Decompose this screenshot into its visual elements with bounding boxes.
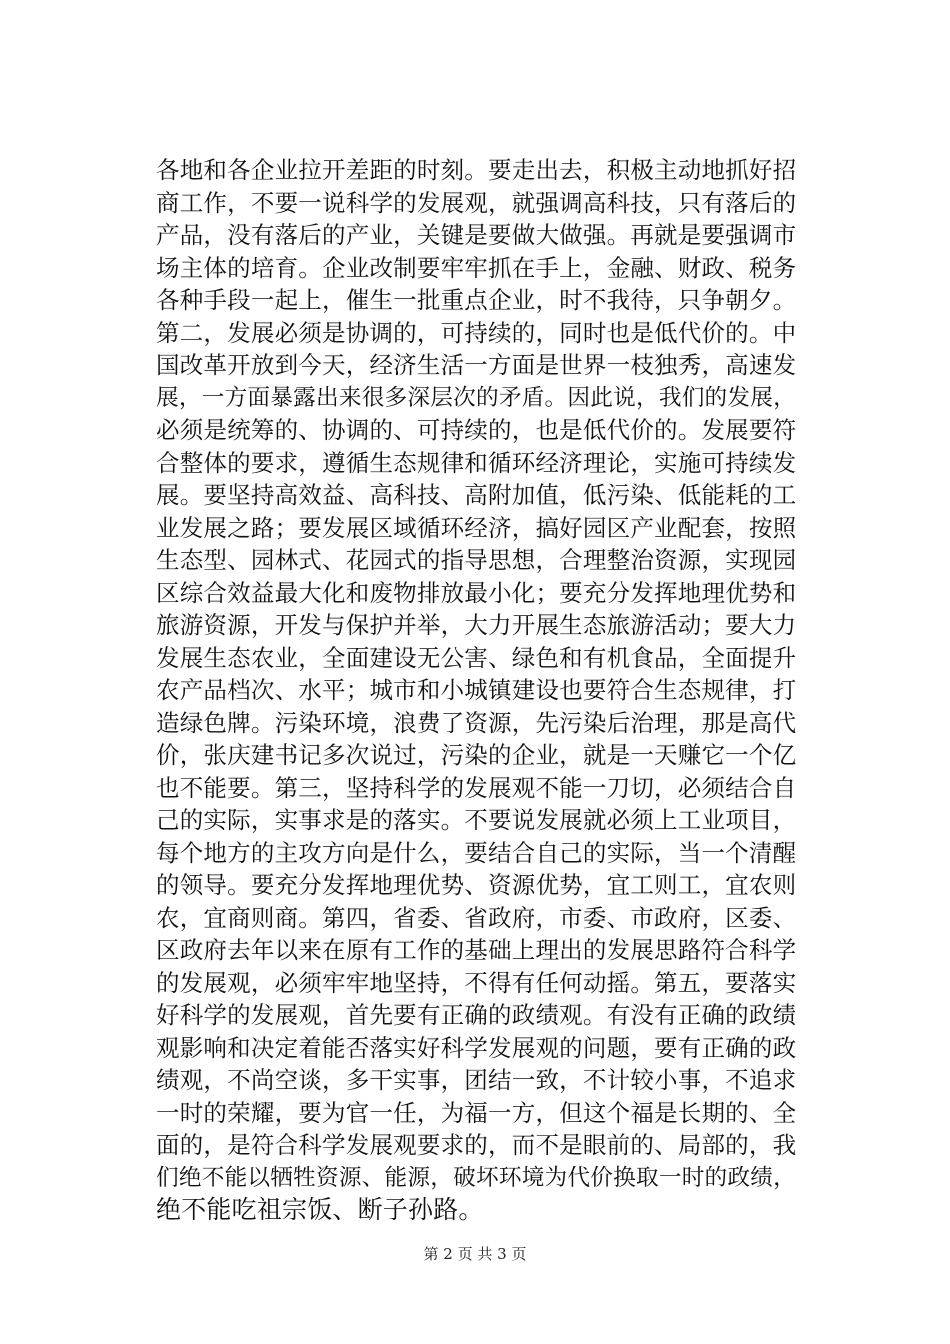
text-line: 一时的荣耀，要为官一任，为福一方，但这个福是长期的、全 — [156, 1098, 797, 1127]
text-line: 业发展之路；要发展区域循环经济，搞好园区产业配套，按照 — [156, 513, 797, 542]
text-line: 国改革开放到今天，经济生活一方面是世界一枝独秀，高速发 — [156, 351, 797, 379]
text-line: 观影响和决定着能否落实好科学发展观的问题，要有正确的政 — [156, 1033, 797, 1062]
text-line: 己的实际，实事求是的落实。不要说发展就必须上工业项目， — [156, 806, 797, 834]
text-line: 各地和各企业拉开差距的时刻。要走出去，积极主动地抓好招 — [156, 156, 797, 184]
text-line: 发展生态农业，全面建设无公害、绿色和有机食品，全面提升 — [156, 643, 797, 672]
text-line: 展。要坚持高效益、高科技、高附加值，低污染、低能耗的工 — [156, 481, 797, 509]
text-line: 合整体的要求，遵循生态规律和循环经济理论，实施可持续发 — [156, 448, 797, 477]
text-line: 们绝不能以牺牲资源、能源，破坏环境为代价换取一时的政绩， — [156, 1164, 796, 1191]
text-line: 商工作，不要一说科学的发展观，就强调高科技，只有落后的 — [156, 188, 797, 217]
text-line: 农产品档次、水平；城市和小城镇建设也要符合生态规律，打 — [156, 676, 797, 704]
text-line: 好科学的发展观，首先要有正确的政绩观。有没有正确的政绩 — [156, 1001, 797, 1029]
text-line: 面的，是符合科学发展观要求的，而不是眼前的、局部的，我 — [156, 1131, 797, 1159]
text-line: 生态型、园林式、花园式的指导思想，合理整治资源，实现园 — [156, 546, 797, 574]
text-line: 产品，没有落后的产业，关键是要做大做强。再就是要强调市 — [156, 221, 797, 249]
text-line: 造绿色牌。污染环境，浪费了资源，先污染后治理，那是高代 — [156, 708, 797, 737]
text-line: 的发展观，必须牢牢地坚持，不得有任何动摇。第五，要落实 — [156, 968, 797, 997]
text-line: 区综合效益最大化和废物排放最小化；要充分发挥地理优势和 — [156, 578, 797, 607]
text-line: 区政府去年以来在原有工作的基础上理出的发展思路符合科学 — [156, 936, 797, 964]
body-text — [156, 154, 796, 1227]
text-line: 农，宜商则商。第四，省委、省政府，市委、市政府，区委、 — [156, 903, 797, 932]
text-line: 的领导。要充分发挥地理优势、资源优势，宜工则工，宜农则 — [156, 871, 797, 899]
text-line: 绝不能吃祖宗饭、断子孙路。 — [156, 1195, 484, 1224]
text-line: 也不能要。第三，坚持科学的发展观不能一刀切，必须结合自 — [156, 773, 797, 802]
text-line: 场主体的培育。企业改制要牢牢抓在手上，金融、财政、税务 — [156, 253, 797, 282]
text-line: 价，张庆建书记多次说过，污染的企业，就是一天赚它一个亿 — [156, 741, 797, 769]
text-line: 必须是统筹的、协调的、可持续的，也是低代价的。发展要符 — [156, 416, 797, 444]
text-line: 展，一方面暴露出来很多深层次的矛盾。因此说，我们的发展， — [156, 384, 796, 411]
page-footer: 第 2 页 共 3 页 — [423, 1245, 527, 1263]
text-line: 绩观，不尚空谈，多干实事，团结一致，不计较小事，不追求 — [156, 1066, 797, 1094]
text-line: 旅游资源，开发与保护并举，大力开展生态旅游活动；要大力 — [156, 611, 797, 639]
text-line: 第二，发展必须是协调的，可持续的，同时也是低代价的。中 — [156, 318, 797, 347]
text-line: 每个地方的主攻方向是什么，要结合自己的实际，当一个清醒 — [156, 838, 797, 867]
text-line: 各种手段一起上，催生一批重点企业，时不我待，只争朝夕。 — [156, 286, 797, 314]
